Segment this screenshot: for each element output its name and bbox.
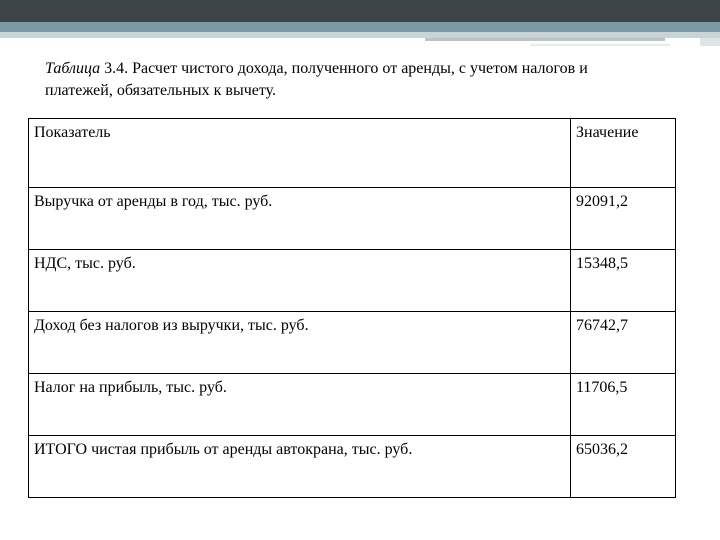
row-value: 92091,2 — [571, 188, 676, 250]
row-indicator: Выручка от аренды в год, тыс. руб. — [29, 188, 571, 250]
row-indicator: ИТОГО чистая прибыль от аренды автокрана, тыс. руб. — [29, 436, 571, 498]
decorative-line — [425, 38, 665, 41]
row-value: 11706,5 — [571, 374, 676, 436]
row-indicator: Налог на прибыль, тыс. руб. — [29, 374, 571, 436]
table-header-row — [29, 119, 676, 188]
header-cell-value: Значение — [571, 119, 676, 188]
header-stripe — [0, 22, 720, 32]
decorative-block — [700, 38, 720, 46]
table-row — [29, 250, 676, 312]
row-value: 15348,5 — [571, 250, 676, 312]
caption-prefix: Таблица — [45, 60, 101, 77]
header-cell-indicator: Показатель — [29, 119, 571, 188]
row-indicator: НДС, тыс. руб. — [29, 250, 571, 312]
table-caption — [45, 58, 645, 102]
caption-text: 3.4. Расчет чистого дохода, полученного от аренды, с учетом налогов и платежей, обязательных к вычету. — [45, 60, 588, 99]
table-row — [29, 436, 676, 498]
row-indicator: Доход без налогов из выручки, тыс. руб. — [29, 312, 571, 374]
header-bar — [0, 0, 720, 22]
decorative-line — [530, 44, 670, 46]
row-value: 65036,2 — [571, 436, 676, 498]
table-row — [29, 374, 676, 436]
table-row — [29, 312, 676, 374]
row-value: 76742,7 — [571, 312, 676, 374]
data-table — [28, 118, 676, 498]
table-row — [29, 188, 676, 250]
